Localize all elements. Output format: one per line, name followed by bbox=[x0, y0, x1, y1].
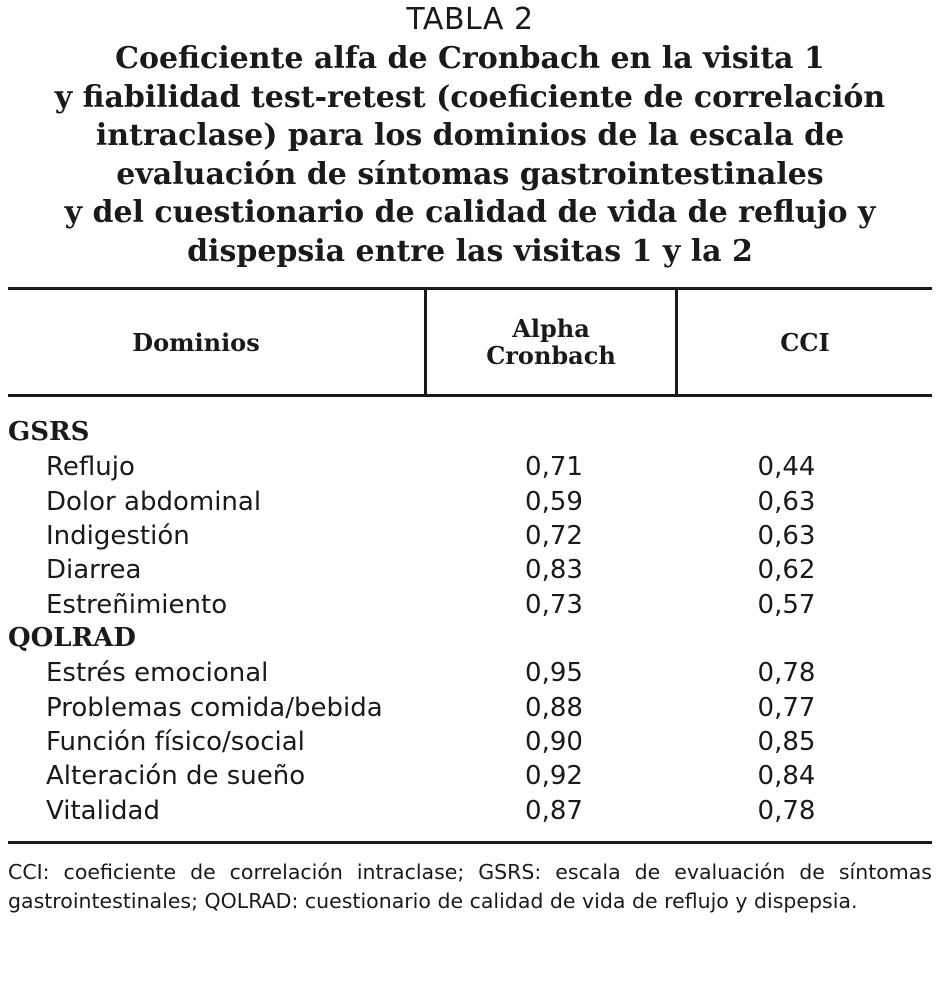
header-alpha bbox=[427, 290, 678, 394]
row-alpha: 0,87 bbox=[525, 795, 583, 826]
row-label: Dolor abdominal bbox=[46, 486, 262, 517]
row-label: Reflujo bbox=[46, 452, 135, 483]
title-line: y fiabilidad test-retest (coeficiente de correlación bbox=[54, 79, 886, 115]
row-cci: 0,84 bbox=[757, 761, 816, 792]
table-body bbox=[8, 397, 932, 844]
row-label: Estreñimiento bbox=[46, 589, 228, 620]
table-row bbox=[8, 690, 932, 724]
row-cci: 0,63 bbox=[757, 486, 816, 517]
table-row bbox=[8, 519, 932, 553]
title-line: dispepsia entre las visitas 1 y la 2 bbox=[187, 233, 753, 269]
title-line: y del cuestionario de calidad de vida de reflujo y bbox=[64, 195, 876, 230]
row-cci: 0,44 bbox=[757, 452, 816, 483]
title-line: Coeficiente alfa de Cronbach en la visita 1 bbox=[115, 41, 825, 76]
row-label: Alteración de sueño bbox=[46, 761, 306, 792]
table-row bbox=[8, 656, 932, 690]
row-alpha: 0,88 bbox=[525, 692, 583, 723]
row-alpha: 0,90 bbox=[525, 726, 583, 757]
row-label: Problemas comida/bebida bbox=[46, 692, 383, 723]
row-cci: 0,63 bbox=[757, 520, 816, 551]
header-cci: CCI bbox=[780, 327, 830, 357]
header-alpha-line2: Cronbach bbox=[486, 341, 616, 370]
table-title bbox=[8, 38, 932, 271]
row-label: Indigestión bbox=[46, 520, 190, 551]
table-row bbox=[8, 725, 932, 759]
row-alpha: 0,59 bbox=[525, 486, 583, 517]
table-row bbox=[8, 794, 932, 828]
row-alpha: 0,72 bbox=[525, 520, 583, 551]
row-alpha: 0,83 bbox=[525, 555, 583, 586]
header-alpha-line1: Alpha bbox=[512, 314, 590, 343]
table-row bbox=[8, 553, 932, 587]
row-cci: 0,78 bbox=[757, 795, 816, 826]
header-domain: Dominios bbox=[8, 290, 427, 394]
table-row bbox=[8, 484, 932, 518]
row-alpha: 0,71 bbox=[525, 452, 583, 483]
row-alpha: 0,73 bbox=[525, 589, 583, 620]
row-alpha: 0,95 bbox=[525, 658, 583, 689]
table-row bbox=[8, 450, 932, 484]
row-cci: 0,77 bbox=[757, 692, 816, 723]
row-cci: 0,78 bbox=[757, 658, 816, 689]
group-heading-qolrad: QOLRAD bbox=[8, 622, 136, 653]
row-label: Función físico/social bbox=[46, 726, 305, 757]
row-alpha: 0,92 bbox=[525, 761, 583, 792]
row-label: Diarrea bbox=[46, 555, 142, 586]
row-cci: 0,57 bbox=[757, 589, 816, 620]
group-heading-gsrs: GSRS bbox=[8, 417, 90, 447]
table-footnote: CCI: coeficiente de correlación intraclase; GSRS: escala de evaluación de síntomas gastrointestinales; QOLRAD: cuestionario de calidad de vida de reflujo y dispepsia. bbox=[8, 859, 932, 913]
table-header bbox=[8, 290, 932, 397]
row-label: Vitalidad bbox=[46, 795, 160, 826]
title-line: evaluación de síntomas gastrointestinales bbox=[116, 156, 824, 192]
row-cci: 0,85 bbox=[757, 726, 816, 757]
table-label: TABLA 2 bbox=[406, 2, 534, 37]
row-label: Estrés emocional bbox=[46, 658, 269, 689]
table-row bbox=[8, 759, 932, 793]
title-line: intraclase) para los dominios de la escala de bbox=[95, 118, 845, 153]
row-cci: 0,62 bbox=[757, 555, 816, 586]
table-row bbox=[8, 588, 932, 622]
